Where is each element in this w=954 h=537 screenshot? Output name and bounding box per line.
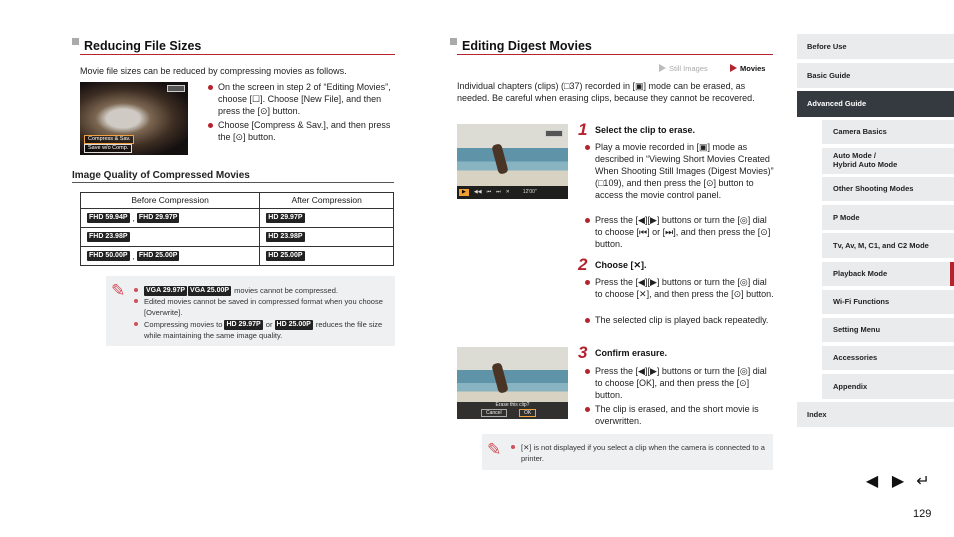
nav-playback-mode[interactable] [822,262,954,286]
pencil-note-icon: ✎ [487,440,502,459]
nav-p-mode[interactable] [822,205,954,230]
step-number-2: 2 [578,255,588,274]
nav-label: Accessories [833,353,878,363]
erase-ok-option: OK [519,409,536,418]
step-number-3: 3 [578,343,588,362]
step-2-bullet-1: Press the [◀][▶] buttons or turn the [◎] dial to choose [✕], and then press the [⊙] button. [585,277,775,301]
save-without-compression-option: Save w/o Comp. [84,144,132,153]
movie-quality-icon: HD 25.00P [268,252,303,260]
note-item: VGA 29.97P VGA 25.00P movies cannot be compressed. [134,285,386,296]
nav-label: P Mode [833,212,860,222]
movie-control-panel-image [457,124,568,199]
table-cell-after [260,228,394,247]
return-icon[interactable]: ↵ [916,473,930,490]
figure-silhouette [491,143,508,175]
subtitle-rule [72,182,394,183]
next-clip-icon: ⏭ [496,189,501,196]
step-3-title: Confirm erasure. [595,348,668,358]
nav-label: Wi-Fi Functions [833,297,890,307]
movie-quality-icon: FHD 59.94P [89,214,128,222]
movie-quality-badge [545,130,563,137]
prev-clip-icon: ⏮ [486,189,492,196]
table-row [81,228,394,247]
nav-label: Auto Mode / Hybrid Auto Mode [833,151,898,169]
erase-question-text: Erase this clip? [495,402,530,408]
note-item: [✕] is not displayed if you select a clip when the camera is connected to a printer. [511,442,766,465]
section-title-reducing-file-sizes: Reducing File Sizes [72,38,201,54]
page-number: 129 [913,508,932,520]
nav-label: Other Shooting Modes [833,184,914,194]
nav-label: Camera Basics [833,127,887,137]
nav-label: Before Use [807,41,847,51]
table-cell-before: FHD 59.94P , FHD 29.97P [81,209,260,228]
table-cell-before [81,228,260,247]
screen-cancel-option: Cancel [100,155,118,162]
step-1-title: Select the clip to erase. [595,125,696,135]
movie-quality-icon: HD 29.97P [268,214,303,222]
erase-confirm-dialog [457,402,568,419]
movie-quality-badge [167,85,185,92]
category-tag-still-images: Still Images [659,64,708,74]
nav-label: Tv, Av, M, C1, and C2 Mode [833,240,929,250]
movie-quality-icon: FHD 50.00P [89,252,128,260]
section-title-rule [457,54,773,55]
movie-quality-icon: VGA 25.00P [190,287,230,295]
image-quality-subtitle: Image Quality of Compressed Movies [72,170,250,181]
compress-save-option: Compress & Sav. [84,135,134,144]
nav-label: Playback Mode [833,269,888,279]
section-title-editing-digest-movies: Editing Digest Movies [450,38,592,54]
nav-advanced-guide[interactable] [797,91,954,117]
reduce-bullet-2: Choose [Compress & Sav.], and then press the [⊙] button. [208,120,398,144]
nav-setting-menu[interactable] [822,318,954,342]
table-cell-after [260,247,394,266]
movie-control-bar [457,186,568,199]
movie-quality-icon: HD 23.98P [268,233,303,241]
intro-text: Movie file sizes can be reduced by compressing movies as follows. [80,66,347,76]
nav-basic-guide[interactable] [797,63,954,88]
movie-quality-icon: FHD 23.98P [89,233,128,241]
nav-label: Basic Guide [807,70,851,80]
nav-auto-mode[interactable] [822,148,954,174]
step-1-bullet-1: Play a movie recorded in [▣] mode as described in “Viewing Short Movies Created When Shooting Still Images (Digest Movies)” (□109), and then press the [⊙] button to access the movie control panel. [585,142,775,201]
erase-clip-icon: ✕ [505,189,510,196]
table-header-after: After Compression [260,193,394,209]
section-title-rule [80,54,395,55]
nav-other-shooting-modes[interactable] [822,177,954,201]
reduce-bullet-1: On the screen in step 2 of “Editing Movies”, choose [☐]. Choose [New File], and then press the [⊙] button. [208,82,398,118]
nav-index[interactable] [797,402,954,427]
nav-accessories[interactable] [822,346,954,370]
nav-camera-basics[interactable] [822,120,954,144]
table-cell-before: FHD 50.00P , FHD 25.00P [81,247,260,266]
time-display: 12'00" [522,189,537,196]
digest-intro-text: Individual chapters (clips) (□37) recorded in [▣] mode can be erased, as needed. Be careful when erasing clips, because they cannot be recovered. [457,81,755,103]
nav-appendix[interactable] [822,374,954,399]
step-1-bullet-2: Press the [◀][▶] buttons or turn the [◎] dial to choose [⏮] or [⏭], and then press the [⊙] button. [585,215,775,251]
pencil-note-icon: ✎ [111,281,126,300]
movie-quality-icon: HD 29.97P [226,321,261,329]
table-header-before: Before Compression [81,193,260,209]
compression-quality-table [80,192,394,266]
triangle-icon [659,64,666,72]
compress-screen-image [80,82,188,162]
nav-before-use[interactable] [797,34,954,59]
figure-silhouette [491,362,508,394]
category-tag-movies: Movies [730,64,765,74]
step-number-1: 1 [578,120,588,139]
nav-label: Advanced Guide [807,99,867,109]
note-item: Edited movies cannot be saved in compressed format when you choose [Overwrite]. [134,296,386,319]
note-item: Compressing movies to HD 29.97P or HD 25.00P reduces the file size while maintaining the same image quality. [134,319,386,342]
nav-label: Setting Menu [833,325,881,335]
step-2-title: Choose [✕]. [595,260,647,270]
movie-quality-icon: HD 25.00P [276,321,311,329]
table-row [81,209,394,228]
prev-page-icon[interactable]: ◀ [865,473,879,490]
play-icon: ▶ [459,189,469,196]
movie-quality-icon: VGA 29.97P [146,287,186,295]
movie-quality-icon: FHD 29.97P [138,214,178,222]
table-header-row [81,193,394,209]
nav-tv-av-m-mode[interactable] [822,233,954,258]
triangle-icon [730,64,737,72]
erase-confirm-screen-image [457,347,568,419]
nav-label: Index [807,409,827,419]
nav-label: Appendix [833,381,868,391]
erase-cancel-option: Cancel [481,409,507,418]
table-cell-after [260,209,394,228]
step-3-bullet-2: The clip is erased, and the short movie is overwritten. [585,404,775,428]
step-2-bullet-2: The selected clip is played back repeatedly. [585,315,775,327]
table-row [81,247,394,266]
nav-wifi-functions[interactable] [822,290,954,314]
rewind-icon: ◀◀ [473,189,482,196]
movie-quality-icon: FHD 25.00P [138,252,178,260]
step-3-bullet-1: Press the [◀][▶] buttons or turn the [◎] dial to choose [OK], and then press the [⊙] button. [585,366,775,402]
next-page-icon[interactable]: ▶ [891,473,905,490]
